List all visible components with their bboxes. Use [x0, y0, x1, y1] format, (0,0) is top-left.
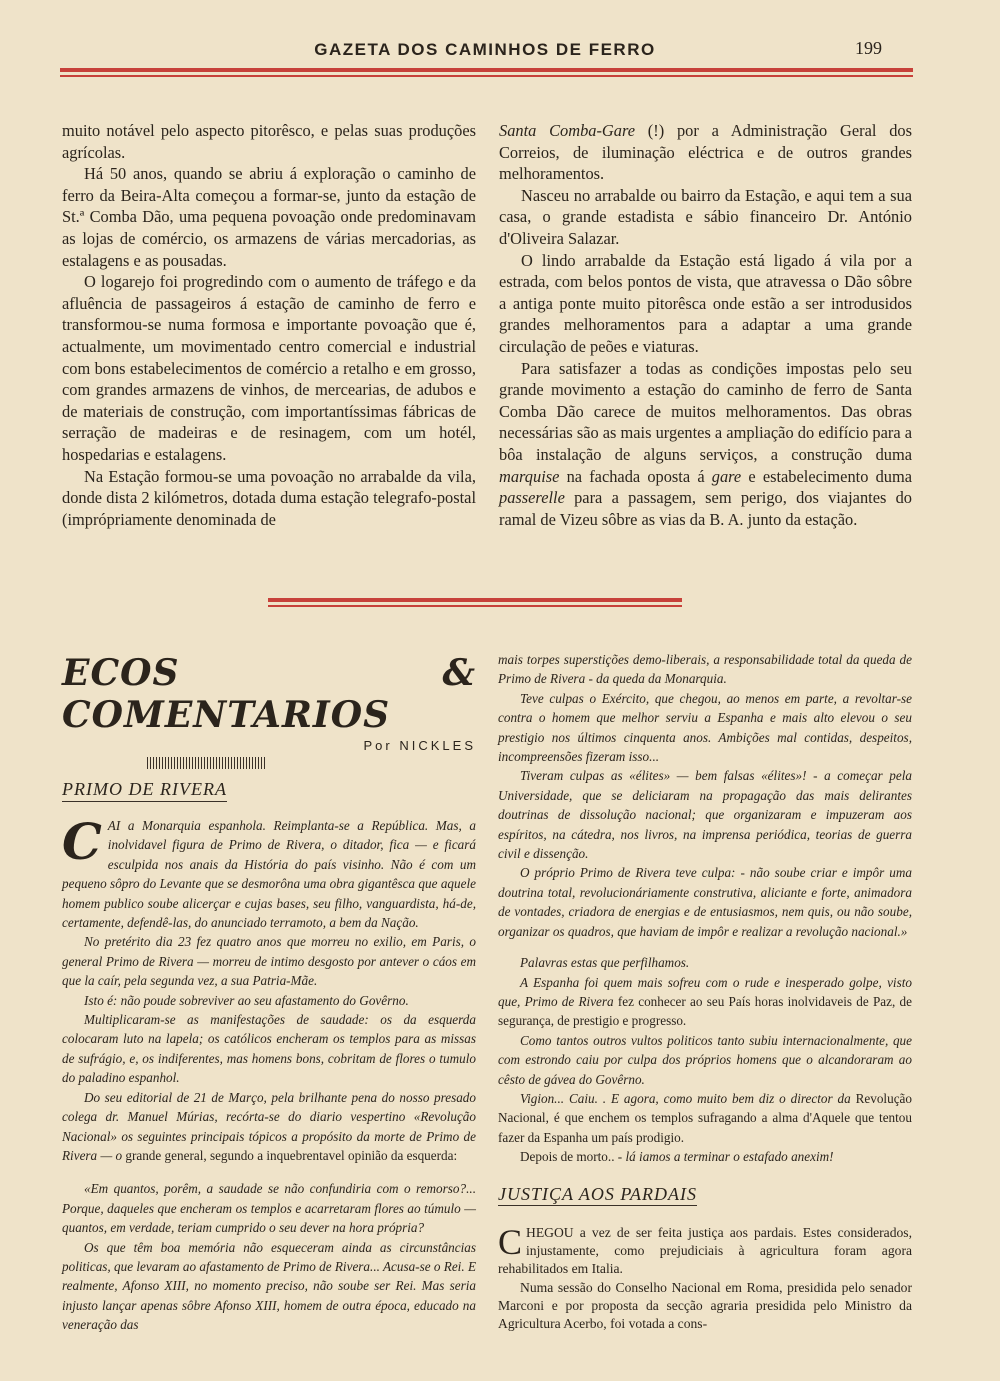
section-rule [268, 598, 682, 607]
subhead-primo-de-rivera: PRIMO DE RIVERA [62, 779, 227, 802]
bottom-left-column [62, 652, 476, 1335]
section-title: ECOS & COMENTARIOS [62, 652, 476, 736]
paragraph: Como tantos outros vultos politicos tanto subiu internacionalmente, que com estrondo caiu por culpa dos próprios homens que o alcandoraram ao cêsto de gávea do Govêrno. [498, 1032, 912, 1087]
paragraph: Multiplicaram-se as manifestações de saudade: os da esquerda colocaram luto na lapela; os católicos encheram os templos para as missas de sufrágio, e, os indiferentes, mas homens bons, cobritam de flores o tumulo do paladino espanhol. [62, 1012, 476, 1086]
top-right-column [499, 120, 912, 530]
paragraph [498, 1089, 912, 1147]
paragraph: Os que têm boa memória não esqueceram ainda as circunstâncias politicas, que levaram ao afastamento de Primo de Rivera... Acusa-se o Rei. E realmente, Afonso XIII, no momento preciso, não soube ser Rei. Mas seria injusto lançar apenas sôbre Afonso XIII, homem de outra época, educado na veneração das [62, 1239, 476, 1333]
drop-cap: C [62, 812, 102, 871]
paragraph: Palavras estas que perfilhamos. [520, 955, 690, 971]
paragraph: mais torpes superstições demo-liberais, a responsabilidade total da queda de Primo de Rivera - da queda da Monarquia. [498, 652, 912, 687]
paragraph: Nasceu no arrabalde ou bairro da Estação, e aqui tem a sua casa, o grande estadista e sábio financeiro Dr. António d'Oliveira Salazar. [499, 185, 912, 248]
paragraph: «Em quantos, porêm, a saudade se não confundiria com o remorso?... Porque, daqueles que encheram os templos e acarretaram flores ao túmulo — quantos, em verdade, teriam cumprido o seu dever na hora própria? [62, 1181, 476, 1236]
journal-title: GAZETA DOS CAMINHOS DE FERRO [314, 40, 656, 59]
header-rule [60, 68, 913, 77]
paragraph [499, 120, 912, 185]
text: HEGOU a vez de ser feita justiça aos pardais. Estes considerados, injustamente, como prejudiciais à agricultura foram agora rehabilitados em Italia. [498, 1224, 912, 1277]
text: A Espanha foi quem mais sofreu com o rude e inesperado golpe, visto que, Primo de Rivera [498, 974, 912, 1009]
paragraph [498, 1221, 912, 1279]
italic-text: Santa Comba-Gare [499, 121, 636, 140]
paragraph [498, 973, 912, 1031]
text: Para satisfazer a todas as condições impostas pelo seu grande movimento a estação do caminho de ferro de Santa Comba Dão carece de muitos melhoramentos. Das obras necessárias são as mais urgentes a ampliação do edifício para a bôa instalação de alguns serviços, a construção duma [499, 358, 912, 464]
byline: Por NICKLES [363, 738, 476, 753]
paragraph: Numa sessão do Conselho Nacional em Roma, presidida pelo senador Marconi e por proposta da secção agraria presidida pelo Ministro da Agricultura Acerbo, foi votada a cons- [498, 1279, 912, 1331]
bottom-right-column [498, 650, 912, 1333]
text: e estabelecimento duma [741, 466, 912, 486]
text: grande general, segundo a inquebrentavel opinião da esquerda: [125, 1147, 458, 1163]
text: Depois de morto.. [520, 1149, 618, 1165]
paragraph: Na Estação formou-se uma povoação no arrabalde da vila, donde dista 2 kilómetros, dotada duma estação telegrafo-postal (imprópriamente denominada de [62, 466, 476, 529]
italic-text: passerelle [499, 488, 565, 508]
ornament-rule [147, 757, 267, 769]
text: Do seu editorial de 21 de Março, pela brilhante pena do nosso presado colega dr. Manuel Múrias, recórta-se do diario vespertino «Revolução Nacional» os seguintes principais tópicos a propósito da morte de Primo de Rivera — o [62, 1089, 476, 1163]
text: Revolução Nacional, é que enchem os templos sufragando a alma d'Aquele que tentou fazer da Espanha um país prodigio. [498, 1090, 912, 1145]
paragraph: Isto é: não poude sobreviver ao seu afastamento do Govêrno. [84, 992, 409, 1008]
text: (!) por a Administração Geral dos Correios, de iluminação eléctrica e de outros grandes melhoramentos. [499, 121, 912, 184]
text: Vigion... Caiu. . E agora, como muito bem diz o director da [520, 1090, 856, 1106]
paragraph: Tiveram culpas as «élites» — bem falsas «élites»! - a começar pela Universidade, que se deliciaram na propagação das mais delirantes doutrinas de dissolução nacional; que organizaram e impuzeram aos espíritos, na cátedra, nos livros, na imprensa periódica, teorias de guerra civil e dissenção. [498, 768, 912, 862]
text: para a passagem, sem perigo, dos viajantes do ramal de Vizeu sôbre as vias da B. A. junto da estação. [499, 488, 912, 529]
paragraph: Há 50 anos, quando se abriu á exploração o caminho de ferro da Beira-Alta começou a formar-se, junto da estação de St.ª Comba Dão, uma pequena povoação onde predominavam as lojas de comércio, os armazens de várias mercadorias, as estalagens e as pousadas. [62, 164, 476, 270]
paragraph [498, 1147, 912, 1166]
subhead-justica-aos-pardais: JUSTIÇA AOS PARDAIS [498, 1185, 697, 1206]
text: fez conhecer ao seu País horas inolvidaveis de Paz, de segurança, de prestigio e progresso. [498, 993, 913, 1029]
italic-text: gare [711, 466, 742, 486]
paragraph: muito notável pelo aspecto pitorêsco, e pelas suas produções agrícolas. [62, 121, 476, 162]
article-body [62, 812, 476, 1335]
paragraph: O próprio Primo de Rivera teve culpa: - não soube criar e impôr uma doutrina total, revolucionáriamente construtiva, aliciante e forte, animadora de vontades, criadora de energias e de entusiasmos, nem quis, ou não soube, organizar os quadros, que haviam de impôr e realizar a revolução nacional.» [498, 865, 912, 939]
paragraph [499, 358, 912, 531]
text: AI a Monarquia espanhola. Reimplanta-se a República. Mas, a inolvidavel figura de Primo de Rivera, o ditador, fica — e ficará esculpida nos anais da História do país visinho. Não é com um pequeno sôpro do Levante que se desmorôna uma obra gigantêsca que aquele homem publico soube alicerçar e cujas bases, seu filho, vanguardista, há-de, certamente, defendê-las, do anunciado terramoto, a bem da Nação. [62, 818, 476, 931]
paragraph [62, 1088, 476, 1166]
paragraph [62, 812, 476, 932]
text: na fachada oposta á [559, 466, 712, 486]
paragraph: O logarejo foi progredindo com o aumento de tráfego e da afluência de passageiros á estação de caminho de ferro e transformou-se numa formosa e importante povoação que é, actualmente, um movimentado centro comercial e industrial com bons estabelecimentos de comércio a retalho e em grosso, com grandes armazens de vinhos, de mercearias, de adubos e de materiais de construção, com importantíssimas fábricas de serração de madeiras e de resinagem, com um hotél, hospedarias e estalagens. [62, 272, 476, 464]
page-header [60, 38, 910, 68]
paragraph: No pretérito dia 23 fez quatro anos que morreu no exilio, em Paris, o general Primo de Rivera — morreu de intimo desgosto por antever o cáos em que la caír, pela segunda vez, a sua Patria-Mãe. [62, 934, 476, 989]
page-number: 199 [855, 38, 882, 58]
text: - lá iamos a terminar o estafado anexim! [617, 1149, 834, 1165]
drop-cap: C [498, 1221, 523, 1262]
article-body-2 [498, 1221, 912, 1333]
paragraph: O lindo arrabalde da Estação está ligado á vila por a estrada, com belos pontos de vista, que atravessa o Dão sôbre a antiga ponte muito pitorêsca onde estão a ser introdusidos grandes melhoramentos para a adaptar a uma grande circulação de peões e viaturas. [499, 250, 912, 356]
italic-text: marquise [499, 466, 560, 486]
top-left-column [62, 120, 476, 530]
paragraph: Teve culpas o Exército, que chegou, ao menos em parte, a revoltar-se contra o homem que melhor serviu a Espanha e mais alto elevou o seu prestigio nos últimos cinquenta anos. Ambições mal contidas, despeitos, incompreensões fizeram isso... [498, 690, 912, 765]
